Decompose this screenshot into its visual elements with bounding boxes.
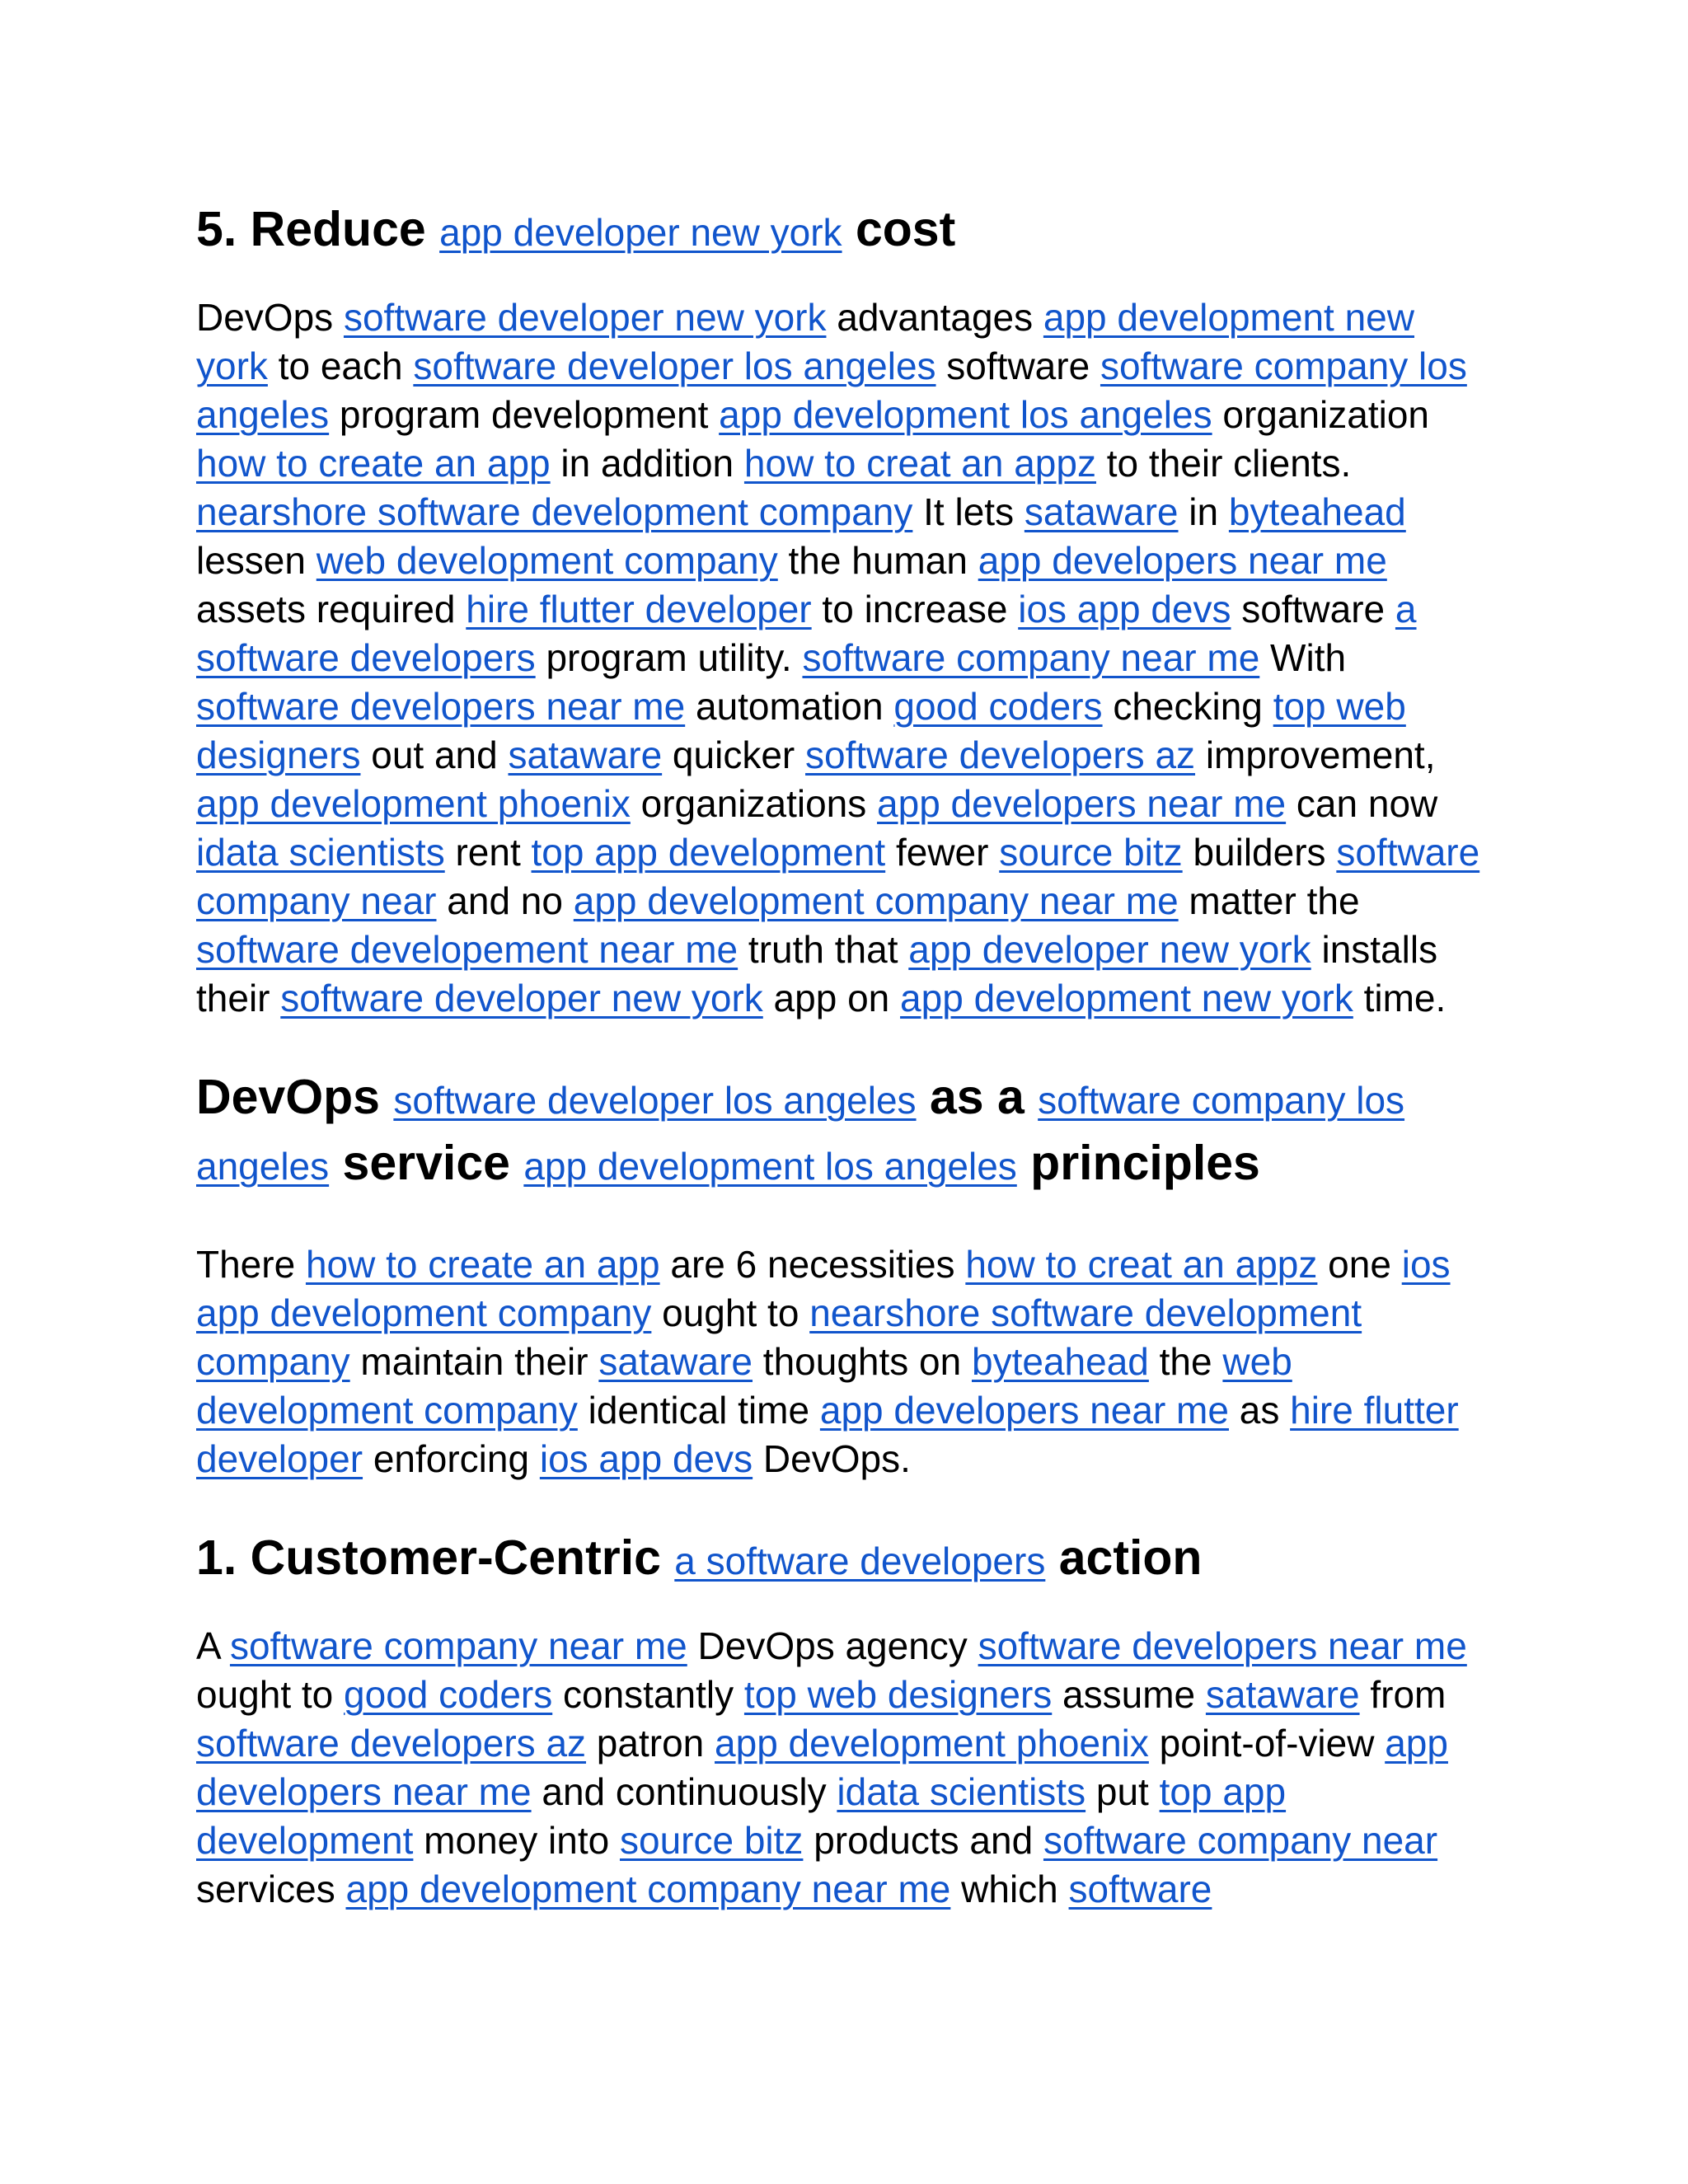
inline-link[interactable]: software company near <box>196 831 1480 922</box>
inline-link[interactable]: software developers az <box>196 1722 587 1765</box>
text-run: DevOps <box>196 296 344 339</box>
section-body-customer-centric <box>196 1622 1482 1914</box>
inline-link[interactable]: software developer new york <box>343 296 827 339</box>
section-body-devops-principles <box>196 1240 1482 1483</box>
inline-link[interactable]: a software developers <box>196 588 1417 679</box>
inline-link[interactable]: ios app development company <box>196 1243 1451 1334</box>
inline-link[interactable]: software developer new york <box>280 977 763 1019</box>
text-run: service <box>329 1136 524 1190</box>
inline-link[interactable]: app developers near me <box>978 539 1387 582</box>
inline-link[interactable]: app development phoenix <box>196 782 631 825</box>
inline-link[interactable]: software company near <box>1043 1819 1438 1862</box>
inline-link[interactable]: app developers near me <box>196 1722 1448 1813</box>
text-run: ought to <box>651 1291 810 1334</box>
text-run: quicker <box>662 733 806 776</box>
text-run: cost <box>842 202 956 256</box>
inline-link[interactable]: software developers near me <box>978 1624 1467 1667</box>
inline-link[interactable]: app developer new york <box>439 211 842 254</box>
inline-link[interactable]: web development company <box>316 539 778 582</box>
inline-link[interactable]: source bitz <box>619 1819 804 1862</box>
inline-link[interactable]: software <box>1068 1868 1212 1910</box>
text-run: software <box>1231 588 1395 630</box>
text-run: assume <box>1052 1673 1206 1716</box>
text-run: services <box>196 1868 346 1910</box>
text-run: patron <box>586 1722 715 1765</box>
text-run: advantages <box>826 296 1043 339</box>
inline-link[interactable]: good coders <box>893 685 1103 728</box>
text-run: put <box>1085 1770 1160 1813</box>
text-run: A <box>196 1624 230 1667</box>
text-run: to increase <box>811 588 1019 630</box>
text-run: builders <box>1182 831 1337 874</box>
inline-link[interactable]: app development company near me <box>573 879 1179 922</box>
section-heading-devops-principles <box>196 1066 1482 1197</box>
text-run: There <box>196 1243 306 1286</box>
inline-link[interactable]: app development new york <box>196 296 1414 387</box>
text-run: identical time <box>577 1389 820 1432</box>
text-run: products and <box>803 1819 1043 1862</box>
inline-link[interactable]: software developers az <box>805 733 1196 776</box>
text-run: from <box>1359 1673 1447 1716</box>
text-run: matter the <box>1178 879 1360 922</box>
inline-link[interactable]: sataware <box>598 1340 753 1383</box>
text-run: constantly <box>552 1673 744 1716</box>
inline-link[interactable]: sataware <box>1205 1673 1360 1716</box>
text-run: thoughts on <box>753 1340 972 1383</box>
text-run: as <box>1228 1389 1291 1432</box>
inline-link[interactable]: a software developers <box>674 1540 1046 1582</box>
inline-link[interactable]: top web designers <box>196 685 1406 776</box>
inline-link[interactable]: software company near me <box>802 636 1260 679</box>
inline-link[interactable]: software developers near me <box>196 685 686 728</box>
text-run: the human <box>777 539 978 582</box>
text-run: and continuously <box>531 1770 837 1813</box>
text-run: lessen <box>196 539 316 582</box>
text-run: ought to <box>196 1673 345 1716</box>
text-run: program utility. <box>535 636 803 679</box>
text-run: It lets <box>912 490 1025 533</box>
text-run: DevOps <box>196 1070 394 1124</box>
text-run: which <box>950 1868 1069 1910</box>
text-run: fewer <box>885 831 1000 874</box>
text-run: software <box>935 344 1100 387</box>
inline-link[interactable]: sataware <box>1024 490 1179 533</box>
section-body-reduce-cost <box>196 293 1482 1023</box>
inline-link[interactable]: ios app devs <box>1018 588 1231 630</box>
text-run: time. <box>1353 977 1447 1019</box>
text-run: in addition <box>550 442 744 485</box>
text-run: principles <box>1016 1136 1260 1190</box>
inline-link[interactable]: hire flutter developer <box>196 1389 1459 1480</box>
text-run: to their clients. <box>1095 442 1352 485</box>
inline-link[interactable]: sataware <box>508 733 663 776</box>
inline-link[interactable]: top app development <box>196 1770 1287 1862</box>
inline-link[interactable]: how to create an app <box>196 442 551 485</box>
text-run: 5. Reduce <box>196 202 440 256</box>
text-run: the <box>1148 1340 1223 1383</box>
inline-link[interactable]: software company los angeles <box>196 1079 1405 1188</box>
text-run: money into <box>413 1819 620 1862</box>
inline-link[interactable]: app development los angeles <box>719 393 1212 436</box>
inline-link[interactable]: top app development <box>531 831 886 874</box>
text-run: as a <box>916 1070 1039 1124</box>
text-run: organization <box>1212 393 1430 436</box>
inline-link[interactable]: nearshore software development company <box>196 490 913 533</box>
inline-link[interactable]: app developers near me <box>819 1389 1229 1432</box>
text-run: installs their <box>196 928 1438 1019</box>
text-run: assets required <box>196 588 467 630</box>
text-run: improvement, <box>1195 733 1436 776</box>
text-run: With <box>1259 636 1347 679</box>
inline-link[interactable]: source bitz <box>999 831 1183 874</box>
inline-link[interactable]: byteahead <box>1228 490 1406 533</box>
inline-link[interactable]: app development phoenix <box>715 1722 1149 1765</box>
inline-link[interactable]: nearshore software development company <box>196 1291 1362 1383</box>
text-run: truth that <box>738 928 909 971</box>
text-run: point-of-view <box>1148 1722 1386 1765</box>
inline-link[interactable]: app developer new york <box>908 928 1311 971</box>
inline-link[interactable]: software company los angeles <box>196 344 1467 436</box>
inline-link[interactable]: software company near me <box>229 1624 687 1667</box>
text-run: organizations <box>630 782 878 825</box>
text-run: automation <box>685 685 894 728</box>
inline-link[interactable]: byteahead <box>972 1340 1149 1383</box>
inline-link[interactable]: app developers near me <box>877 782 1287 825</box>
text-run: program development <box>329 393 720 436</box>
document-page <box>196 198 1482 1914</box>
inline-link[interactable]: app development company near me <box>345 1868 951 1910</box>
text-run: DevOps. <box>753 1437 911 1480</box>
inline-link[interactable]: idata scientists <box>837 1770 1086 1813</box>
text-run: are 6 necessities <box>659 1243 966 1286</box>
text-run: 1. Customer-Centric <box>196 1530 675 1585</box>
section-heading-customer-centric <box>196 1526 1482 1592</box>
text-run: one <box>1317 1243 1402 1286</box>
text-run: checking <box>1102 685 1273 728</box>
text-run: to each <box>267 344 414 387</box>
text-run: action <box>1045 1530 1203 1585</box>
inline-link[interactable]: idata scientists <box>196 831 445 874</box>
text-run: DevOps agency <box>687 1624 978 1667</box>
inline-link[interactable]: good coders <box>344 1673 553 1716</box>
inline-link[interactable]: top web designers <box>743 1673 1053 1716</box>
text-run: in <box>1178 490 1229 533</box>
text-run: app on <box>762 977 901 1019</box>
inline-link[interactable]: app development new york <box>900 977 1353 1019</box>
inline-link[interactable]: software developement near me <box>196 928 738 971</box>
text-run: can now <box>1286 782 1438 825</box>
inline-link[interactable]: how to create an app <box>305 1243 660 1286</box>
text-run: maintain their <box>349 1340 599 1383</box>
text-run: and no <box>436 879 574 922</box>
text-run: enforcing <box>363 1437 540 1480</box>
inline-link[interactable]: how to creat an appz <box>965 1243 1318 1286</box>
inline-link[interactable]: software developer los angeles <box>413 344 936 387</box>
inline-link[interactable]: ios app devs <box>539 1437 753 1480</box>
inline-link[interactable]: software developer los angeles <box>393 1079 917 1122</box>
inline-link[interactable]: how to creat an appz <box>743 442 1096 485</box>
inline-link[interactable]: app development los angeles <box>523 1145 1017 1188</box>
section-heading-reduce-cost <box>196 198 1482 264</box>
inline-link[interactable]: web development company <box>196 1340 1292 1432</box>
text-run: out and <box>360 733 509 776</box>
inline-link[interactable]: hire flutter developer <box>466 588 812 630</box>
text-run: rent <box>444 831 532 874</box>
